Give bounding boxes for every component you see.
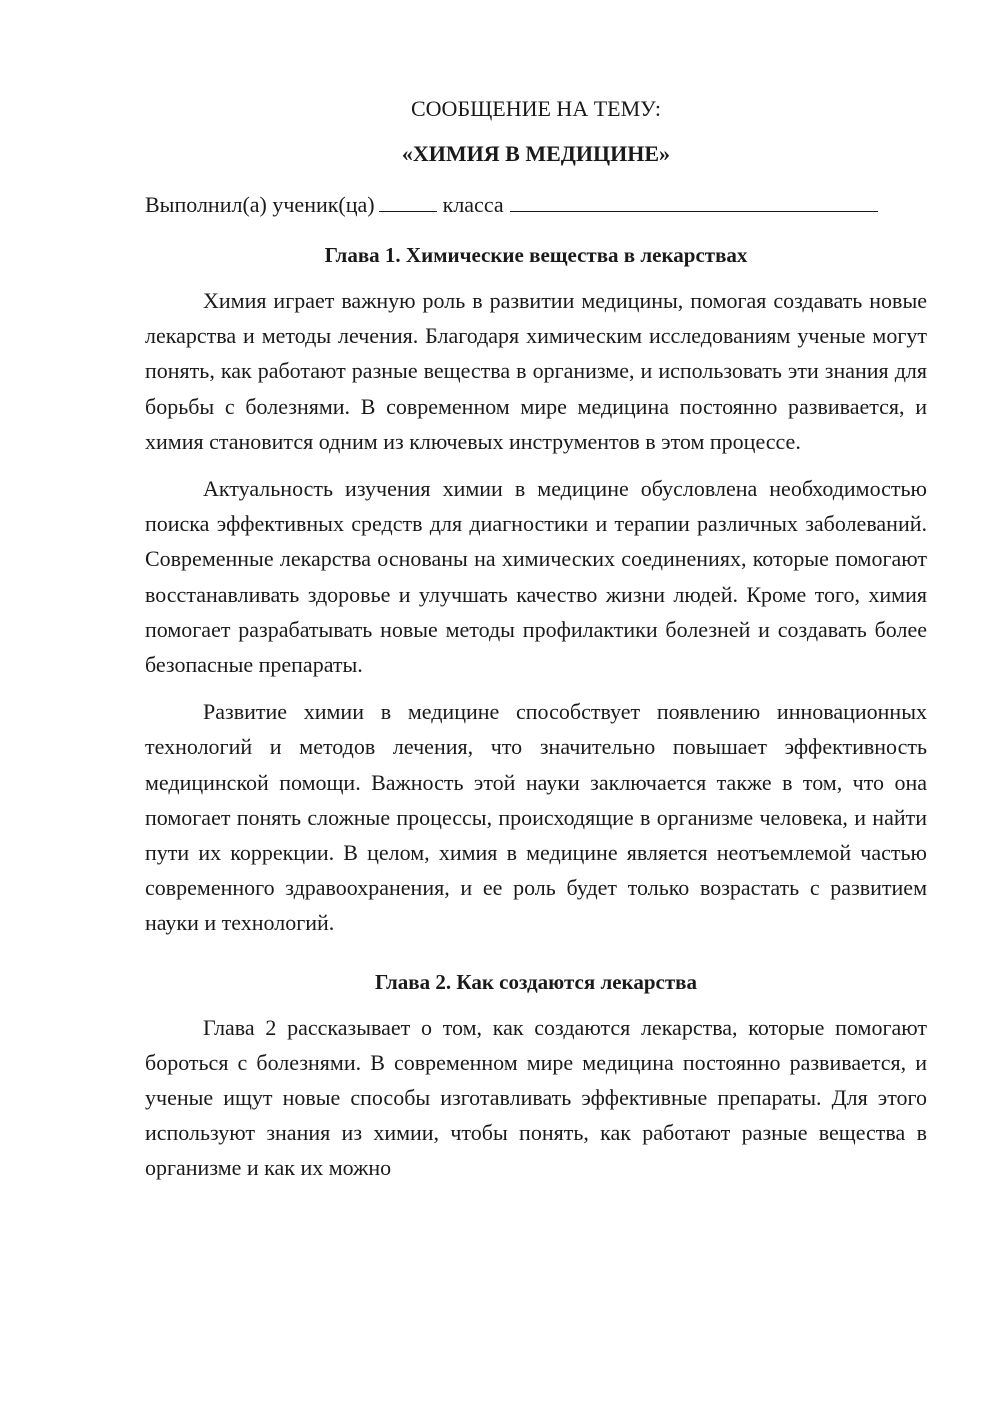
author-name-blank xyxy=(510,191,878,212)
chapter1-paragraph: Актуальность изучения химии в медицине обусловлена необходимостью поиска эффективных средств для диагностики и терапии различных заболеваний. Современные лекарства основаны на химических соединениях, которые помогают восстанавливать здоровье и улучшать качество жизни людей. Кроме того, химия помогает разрабатывать новые методы профилактики болезней и создавать более безопасные препараты. xyxy=(145,476,927,678)
chapter1-paragraph: Развитие химии в медицине способствует появлению инновационных технологий и методов лечения, что значительно повышает эффективность медицинской помощи. Важность этой науки заключается также в том, что она помогает понять сложные процессы, происходящие в организме человека, и найти пути их коррекции. В целом, химия в медицине является неотъемлемой частью современного здравоохранения, и ее роль будет только возрастать с развитием науки и технологий. xyxy=(145,699,927,936)
class-number-blank xyxy=(379,191,437,212)
document-title: «ХИМИЯ В МЕДИЦИНЕ» xyxy=(401,141,671,166)
author-label: Выполнил(а) ученик(ца) xyxy=(145,192,375,217)
class-label: класса xyxy=(442,192,504,217)
chapter1-heading: Глава 1. Химические вещества в лекарствах xyxy=(324,243,748,267)
author-line xyxy=(145,190,927,220)
document-title-prefix: СООБЩЕНИЕ НА ТЕМУ: xyxy=(411,96,661,121)
chapter2-heading: Глава 2. Как создаются лекарства xyxy=(375,969,697,994)
chapter1-paragraph: Химия играет важную роль в развитии медицины, помогая создавать новые лекарства и методы лечения. Благодаря химическим исследованиям ученые могут понять, как работают разные вещества в организме, и использовать эти знания для борьбы с болезнями. В современном мире медицина постоянно развивается, и химия становится одним из ключевых инструментов в этом процессе. xyxy=(145,288,927,454)
chapter2-paragraph: Глава 2 рассказывает о том, как создаются лекарства, которые помогают бороться с болезнями. В современном мире медицина постоянно развивается, и ученые ищут новые способы изготавливать эффективные препараты. Для этого используют знания из химии, чтобы понять, как работают разные вещества в организме и как их можно xyxy=(145,1014,927,1181)
